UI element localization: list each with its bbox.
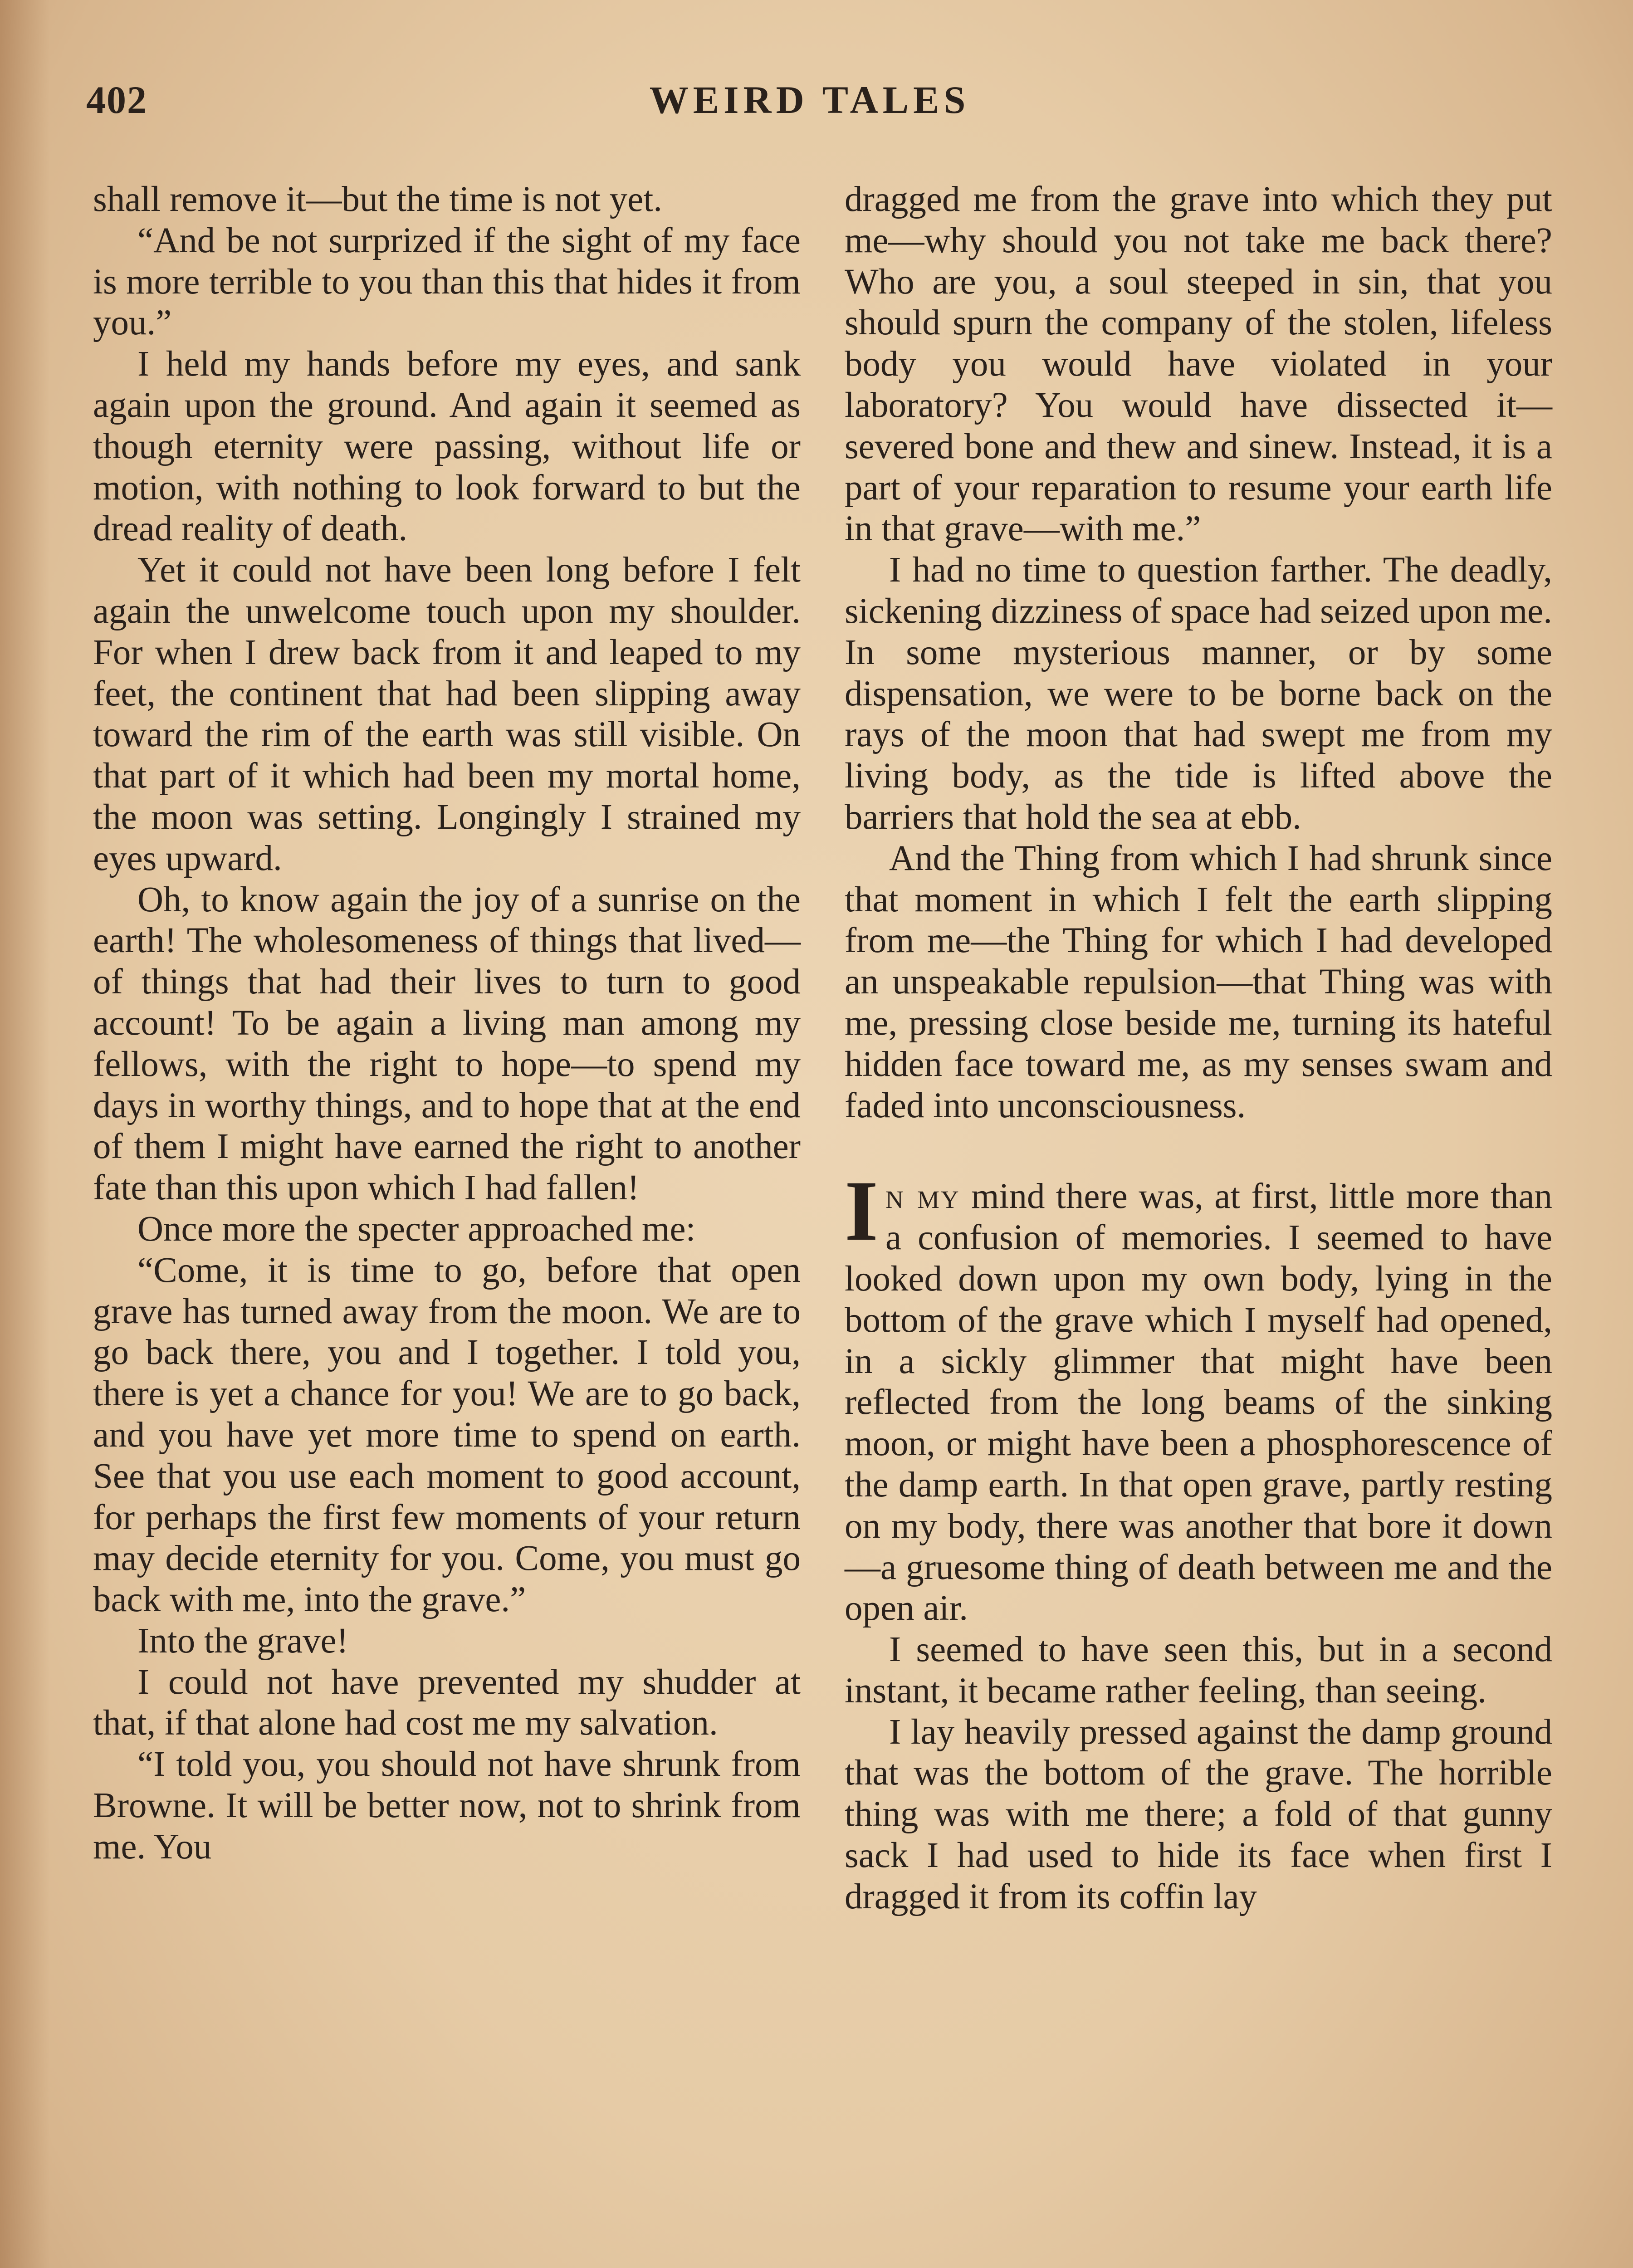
paragraph: “I told you, you should not have shrunk from Browne. It will be better now, not to shrink from me. You — [93, 1745, 801, 1867]
page-gutter-shadow — [0, 0, 50, 2268]
paragraph: And the Thing from which I had shrunk since that moment in which I felt the earth slipping from me—the Thing for which I had developed an unspeakable repulsion—that Thing was with me, pressing close beside me, turning its hateful hidden face toward me, as my senses swam and faded into unconsciousness. — [845, 838, 1552, 1125]
page-header — [86, 77, 1533, 127]
paragraph: I had no time to question farther. The deadly, sickening dizziness of space had seized upon me. In some mysterious manner, or by some dispensation, we were to be borne back on the rays of the moon that had swept me from my living body, as the tide is lifted above the barriers that hold the sea at ebb. — [845, 550, 1552, 837]
paragraph: I held my hands before my eyes, and sank again upon the ground. And again it seemed as though eternity were passing, without life or motion, with nothing to look forward to but the dread reality of death. — [93, 344, 801, 549]
paragraph: I could not have prevented my shudder at that, if that alone had cost me my salvation. — [93, 1662, 801, 1743]
paragraph: “And be not surprized if the sight of my face is more terrible to you than this that hides it from you.” — [93, 220, 801, 343]
right-column — [845, 179, 1552, 1918]
paragraph: “Come, it is time to go, before that open grave has turned away from the moon. We are to go back there, you and I together. I told you, there is yet a chance for you! We are to go back, and you have yet more time to spend on earth. See that you use each moment to good account, for perhaps the first few moments of your return may decide eternity for you. Come, you must go back with me, into the grave.” — [93, 1250, 801, 1620]
left-column — [93, 179, 801, 1868]
section-start-paragraph — [845, 1163, 1552, 1629]
paragraph: I lay heavily pressed against the damp ground that was the bottom of the grave. The horrible thing was with me there; a fold of that gunny sack I had used to hide its face when first I dragged it from its coffin lay — [845, 1712, 1552, 1916]
page-number: 402 — [86, 78, 147, 122]
paragraph: Yet it could not have been long before I felt again the unwelcome touch upon my shoulder. For when I drew back from it and leaped to my feet, the continent that had been slipping away toward the rim of the earth was still visible. On that part of it which had been my mortal home, the moon was setting. Longingly I strained my eyes upward. — [93, 550, 801, 878]
running-title: WEIRD TALES — [649, 78, 970, 122]
paragraph-text: mind there was, at first, little more than a confusion of memories. I seemed to have looked down upon my own body, lying in the bottom of the grave which I myself had opened, in a sickly glimmer that might have been reflected from the long beams of the sinking moon, or might have been a phosphorescence of the damp earth. In that open grave, partly resting on my body, there was another that bore it down—a gruesome thing of death between me and the open air. — [845, 1177, 1552, 1628]
paragraph: Oh, to know again the joy of a sunrise on the earth! The wholesomeness of things that lived—of things that had their lives to turn to good account! To be again a living man among my fellows, with the right to hope—to spend my days in worthy things, and to hope that at the end of them I might have earned the right to another fate than this upon which I had fallen! — [93, 880, 801, 1208]
paragraph: I seemed to have seen this, but in a second instant, it became rather feeling, than seeing. — [845, 1630, 1552, 1711]
paragraph: shall remove it—but the time is not yet. — [93, 180, 663, 219]
drop-cap: I — [845, 1163, 878, 1259]
paragraph: Into the grave! — [137, 1621, 349, 1661]
paragraph: Once more the specter approached me: — [137, 1209, 696, 1249]
small-caps-lead: n my — [885, 1177, 960, 1217]
paragraph: dragged me from the grave into which they put me—why should you not take me back there? Who are you, a soul steeped in sin, that you should spurn the company of the stolen, lifeless body you would have violated in your laboratory? You would have dissected it—severed bone and thew and sinew. Instead, it is a part of your reparation to resume your earth life in that grave—with me.” — [845, 180, 1552, 549]
